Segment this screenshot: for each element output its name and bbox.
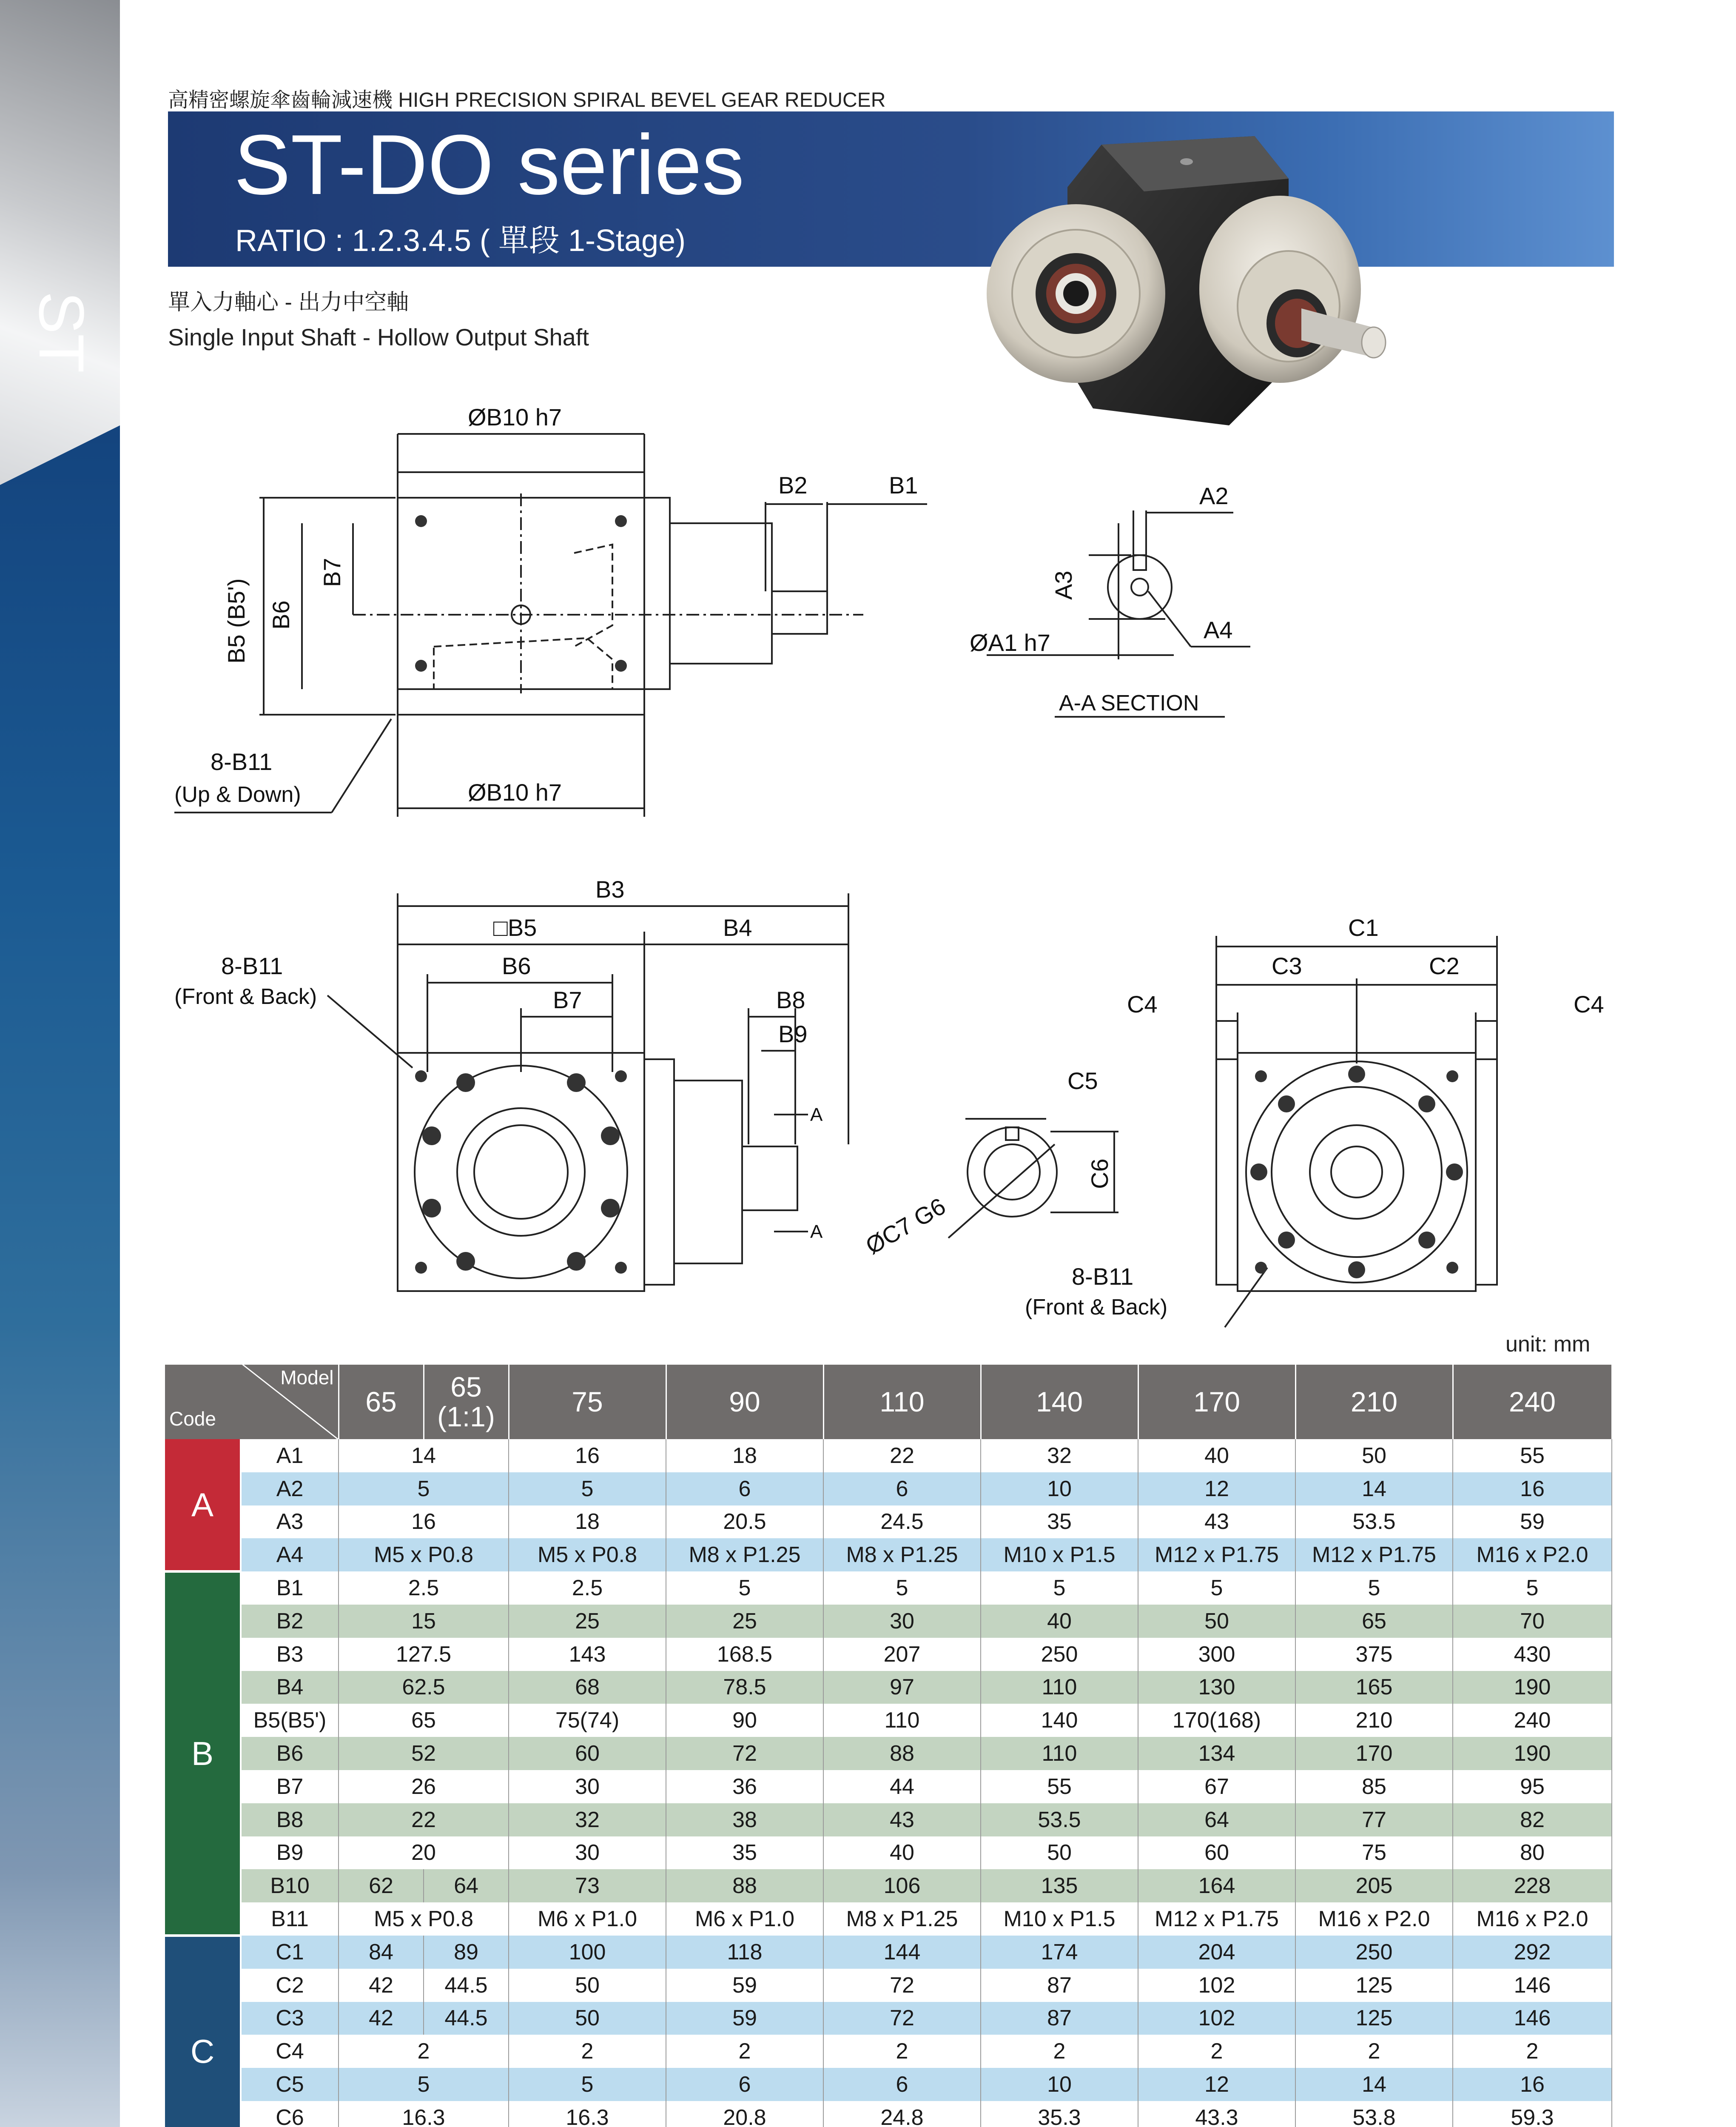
row-code: A1 — [241, 1439, 339, 1472]
table-row — [165, 2101, 1612, 2127]
description-english: Single Input Shaft - Hollow Output Shaft — [168, 324, 589, 351]
cell-value: 6 — [823, 2068, 981, 2101]
cell-value: 127.5 — [339, 1638, 509, 1671]
table-row — [165, 1605, 1612, 1638]
label-b5: B5 (B5') — [223, 578, 250, 664]
label-c4-right: C4 — [1574, 991, 1604, 1018]
cell-value: 18 — [666, 1439, 823, 1472]
cell-value: 50 — [1295, 1439, 1453, 1472]
cell-value: 2 — [1138, 2035, 1295, 2068]
cell-value: 87 — [981, 1969, 1138, 2002]
table-row — [165, 2068, 1612, 2101]
label-b4: B4 — [723, 914, 752, 941]
cell-value: 72 — [823, 1969, 981, 2002]
cell-value: 55 — [981, 1770, 1138, 1803]
cell-value: 5 — [981, 1571, 1138, 1605]
cell-value: 106 — [823, 1869, 981, 1902]
cell-value: 20 — [339, 1836, 509, 1870]
label-c1: C1 — [1348, 914, 1379, 941]
cell-value: 250 — [981, 1638, 1138, 1671]
cell-value: 88 — [823, 1737, 981, 1770]
header-model-65: 65 — [339, 1365, 424, 1439]
cell-value: 25 — [509, 1605, 666, 1638]
cell-value: 67 — [1138, 1770, 1295, 1803]
cell-value: 40 — [1138, 1439, 1295, 1472]
series-title: ST-DO series — [234, 117, 745, 212]
row-code: B10 — [241, 1869, 339, 1902]
cell-value: M16 x P2.0 — [1453, 1902, 1612, 1936]
cell-value: 2 — [981, 2035, 1138, 2068]
cell-value: 2 — [1453, 2035, 1612, 2068]
cell-value: 75(74) — [509, 1704, 666, 1737]
table-row — [165, 1902, 1612, 1936]
table-row — [165, 1869, 1612, 1902]
cell-value: M8 x P1.25 — [823, 1538, 981, 1571]
cell-value: 2 — [823, 2035, 981, 2068]
technical-drawings — [162, 383, 1629, 1340]
cell-value: 135 — [981, 1869, 1138, 1902]
cell-value: M6 x P1.0 — [666, 1902, 823, 1936]
cell-value: 210 — [1295, 1704, 1453, 1737]
row-code: A2 — [241, 1472, 339, 1505]
row-code: B7 — [241, 1770, 339, 1803]
row-code: C3 — [241, 2002, 339, 2035]
cell-value: 30 — [509, 1770, 666, 1803]
label-a2: A2 — [1199, 482, 1229, 509]
header-model-140: 140 — [981, 1365, 1138, 1439]
description-chinese: 單入力軸心 - 出力中空軸 — [168, 290, 409, 315]
cell-value: 300 — [1138, 1638, 1295, 1671]
cell-value: 102 — [1138, 2002, 1295, 2035]
header-model-90: 90 — [666, 1365, 823, 1439]
label-a1: ØA1 h7 — [970, 629, 1050, 656]
cell-value: 6 — [666, 2068, 823, 2101]
group-b-label: B — [165, 1571, 241, 1936]
cell-value: 5 — [509, 2068, 666, 2101]
cell-value: 5 — [1138, 1571, 1295, 1605]
table-row — [165, 1538, 1612, 1571]
label-b10-top: ØB10 h7 — [468, 404, 562, 431]
cell-value: 24.8 — [823, 2101, 981, 2127]
table-row — [165, 1571, 1612, 1605]
row-code: C5 — [241, 2068, 339, 2101]
cell-value: 110 — [981, 1737, 1138, 1770]
cell-value: 165 — [1295, 1671, 1453, 1704]
cell-value: 32 — [509, 1803, 666, 1836]
cell-value: M8 x P1.25 — [666, 1538, 823, 1571]
cell-value: 35.3 — [981, 2101, 1138, 2127]
cell-value: 5 — [509, 1472, 666, 1505]
table-row — [165, 1439, 1612, 1472]
cell-value: 18 — [509, 1505, 666, 1539]
cell-value: 53.5 — [1295, 1505, 1453, 1539]
cell-value: 2.5 — [339, 1571, 509, 1605]
cell-value: 375 — [1295, 1638, 1453, 1671]
row-code: B9 — [241, 1836, 339, 1870]
cell-value: M12 x P1.75 — [1138, 1902, 1295, 1936]
cell-value: 88 — [666, 1869, 823, 1902]
row-code: B5(B5') — [241, 1704, 339, 1737]
label-c6: C6 — [1086, 1158, 1113, 1189]
cell-value: 42 — [339, 2002, 424, 2035]
label-b11-front-note: (Front & Back) — [174, 984, 317, 1009]
table-header-row — [165, 1365, 1612, 1439]
cell-value: M16 x P2.0 — [1295, 1902, 1453, 1936]
label-b3: B3 — [595, 876, 625, 903]
cell-value: 228 — [1453, 1869, 1612, 1902]
cell-value: M5 x P0.8 — [339, 1902, 509, 1936]
cell-value: 35 — [666, 1836, 823, 1870]
row-code: B4 — [241, 1671, 339, 1704]
cell-value: 60 — [1138, 1836, 1295, 1870]
table-row — [165, 1936, 1612, 1969]
cell-value: 32 — [981, 1439, 1138, 1472]
cell-value: 22 — [823, 1439, 981, 1472]
cell-value: 168.5 — [666, 1638, 823, 1671]
cell-value: 70 — [1453, 1605, 1612, 1638]
header-model-75: 75 — [509, 1365, 666, 1439]
table-row — [165, 2002, 1612, 2035]
cell-value: 87 — [981, 2002, 1138, 2035]
cell-value: 72 — [823, 2002, 981, 2035]
label-b6: B6 — [268, 600, 294, 630]
cell-value: 100 — [509, 1936, 666, 1969]
cell-value: 35 — [981, 1505, 1138, 1539]
cell-value: 16 — [1453, 1472, 1612, 1505]
cell-value: 6 — [666, 1472, 823, 1505]
cell-value: 60 — [509, 1737, 666, 1770]
cell-value: 44.5 — [424, 1969, 509, 2002]
cell-value: 118 — [666, 1936, 823, 1969]
cell-value: 38 — [666, 1803, 823, 1836]
cell-value: 125 — [1295, 1969, 1453, 2002]
cell-value: 53.5 — [981, 1803, 1138, 1836]
cell-value: 140 — [981, 1704, 1138, 1737]
cell-value: 55 — [1453, 1439, 1612, 1472]
cell-value: 12 — [1138, 1472, 1295, 1505]
cell-value: 5 — [1295, 1571, 1453, 1605]
label-b9: B9 — [778, 1021, 808, 1047]
cell-value: 164 — [1138, 1869, 1295, 1902]
cell-value: 16.3 — [509, 2101, 666, 2127]
label-section-aa: A-A SECTION — [1059, 691, 1199, 716]
cell-value: 72 — [666, 1737, 823, 1770]
label-b6-front: B6 — [502, 952, 531, 979]
cell-value: 14 — [1295, 1472, 1453, 1505]
cell-value: 36 — [666, 1770, 823, 1803]
table-row — [165, 1770, 1612, 1803]
label-b11-side-note: (Front & Back) — [1025, 1295, 1168, 1320]
cell-value: 12 — [1138, 2068, 1295, 2101]
cell-value: 174 — [981, 1936, 1138, 1969]
label-c7: ØC7 G6 — [861, 1192, 950, 1260]
table-row — [165, 1836, 1612, 1870]
table-row — [165, 1737, 1612, 1770]
label-a3: A3 — [1050, 570, 1077, 600]
group-c-label: C — [165, 1936, 241, 2127]
label-b5-square: □B5 — [493, 914, 537, 941]
cell-value: 44 — [823, 1770, 981, 1803]
cell-value: 84 — [339, 1936, 424, 1969]
label-b8: B8 — [776, 987, 805, 1013]
cell-value: M12 x P1.75 — [1138, 1538, 1295, 1571]
corner-code-label: Code — [169, 1407, 216, 1430]
cell-value: 50 — [509, 2002, 666, 2035]
row-code: B3 — [241, 1638, 339, 1671]
cell-value: 205 — [1295, 1869, 1453, 1902]
cell-value: 2 — [509, 2035, 666, 2068]
header-model-210: 210 — [1295, 1365, 1453, 1439]
cell-value: 146 — [1453, 1969, 1612, 2002]
header-model-170: 170 — [1138, 1365, 1295, 1439]
cell-value: 90 — [666, 1704, 823, 1737]
cell-value: 43 — [823, 1803, 981, 1836]
cell-value: 78.5 — [666, 1671, 823, 1704]
cell-value: M5 x P0.8 — [509, 1538, 666, 1571]
cell-value: 250 — [1295, 1936, 1453, 1969]
cell-value: 26 — [339, 1770, 509, 1803]
cell-value: 24.5 — [823, 1505, 981, 1539]
cell-value: M10 x P1.5 — [981, 1902, 1138, 1936]
row-code: B6 — [241, 1737, 339, 1770]
title-banner — [168, 111, 1614, 267]
cell-value: M16 x P2.0 — [1453, 1538, 1612, 1571]
cell-value: M12 x P1.75 — [1295, 1538, 1453, 1571]
table-row — [165, 1472, 1612, 1505]
table-row — [165, 1969, 1612, 2002]
ratio-text: RATIO : 1.2.3.4.5 ( 單段 1-Stage) — [235, 224, 686, 258]
cell-value: 5 — [339, 2068, 509, 2101]
cell-value: 50 — [1138, 1605, 1295, 1638]
label-c3: C3 — [1272, 952, 1302, 979]
cell-value: 5 — [823, 1571, 981, 1605]
cell-value: 40 — [981, 1605, 1138, 1638]
label-b11-updown-note: (Up & Down) — [174, 782, 301, 807]
cell-value: 134 — [1138, 1737, 1295, 1770]
cell-value: 16 — [339, 1505, 509, 1539]
cell-value: 15 — [339, 1605, 509, 1638]
label-c2: C2 — [1429, 952, 1460, 979]
cell-value: 110 — [981, 1671, 1138, 1704]
cell-value: 16 — [509, 1439, 666, 1472]
row-code: C4 — [241, 2035, 339, 2068]
cell-value: 10 — [981, 1472, 1138, 1505]
row-code: B2 — [241, 1605, 339, 1638]
cell-value: 2 — [666, 2035, 823, 2068]
cell-value: 240 — [1453, 1704, 1612, 1737]
cell-value: 43 — [1138, 1505, 1295, 1539]
label-a4: A4 — [1204, 616, 1233, 643]
row-code: B1 — [241, 1571, 339, 1605]
cell-value: 207 — [823, 1638, 981, 1671]
table-row — [165, 2035, 1612, 2068]
table-row — [165, 1803, 1612, 1836]
cell-value: 130 — [1138, 1671, 1295, 1704]
section-label: ST — [26, 291, 97, 373]
cell-value: 110 — [823, 1704, 981, 1737]
cell-value: 59.3 — [1453, 2101, 1612, 2127]
side-color-bar — [0, 0, 120, 2127]
cell-value: 59 — [666, 1969, 823, 2002]
label-c5: C5 — [1067, 1067, 1098, 1094]
cell-value: 59 — [666, 2002, 823, 2035]
row-code: A3 — [241, 1505, 339, 1539]
cell-value: 2 — [339, 2035, 509, 2068]
unit-label: unit: mm — [1505, 1332, 1591, 1357]
cell-value: 73 — [509, 1869, 666, 1902]
cell-value: 5 — [339, 1472, 509, 1505]
label-b7: B7 — [319, 558, 345, 587]
header-subtitle: 高精密螺旋傘齒輪減速機 HIGH PRECISION SPIRAL BEVEL GEAR REDUCER — [168, 89, 886, 111]
cell-value: 77 — [1295, 1803, 1453, 1836]
cell-value: 40 — [823, 1836, 981, 1870]
label-section-a-top: A — [810, 1104, 823, 1125]
cell-value: 430 — [1453, 1638, 1612, 1671]
cell-value: M6 x P1.0 — [509, 1902, 666, 1936]
cell-value: 65 — [1295, 1605, 1453, 1638]
cell-value: 42 — [339, 1969, 424, 2002]
cell-value: 14 — [1295, 2068, 1453, 2101]
row-code: C2 — [241, 1969, 339, 2002]
table-row — [165, 1638, 1612, 1671]
corner-model-label: Model — [280, 1366, 334, 1389]
cell-value: 170(168) — [1138, 1704, 1295, 1737]
cell-value: 5 — [1453, 1571, 1612, 1605]
cell-value: 64 — [424, 1869, 509, 1902]
cell-value: 82 — [1453, 1803, 1612, 1836]
header-model-65-1-1: 65 (1:1) — [424, 1365, 509, 1439]
group-a-label: A — [165, 1439, 241, 1571]
cell-value: 53.8 — [1295, 2101, 1453, 2127]
cell-value: 292 — [1453, 1936, 1612, 1969]
row-code: B11 — [241, 1902, 339, 1936]
cell-value: 20.8 — [666, 2101, 823, 2127]
cell-value: 97 — [823, 1671, 981, 1704]
cell-value: 85 — [1295, 1770, 1453, 1803]
model-code-corner — [165, 1365, 339, 1439]
cell-value: 68 — [509, 1671, 666, 1704]
cell-value: M5 x P0.8 — [339, 1538, 509, 1571]
label-b2: B2 — [778, 472, 808, 499]
cell-value: 125 — [1295, 2002, 1453, 2035]
label-c4-left: C4 — [1127, 991, 1158, 1018]
header-model-240: 240 — [1453, 1365, 1612, 1439]
cell-value: 64 — [1138, 1803, 1295, 1836]
cell-value: 62 — [339, 1869, 424, 1902]
cell-value: 25 — [666, 1605, 823, 1638]
table-row — [165, 1505, 1612, 1539]
cell-value: 143 — [509, 1638, 666, 1671]
row-code: C1 — [241, 1936, 339, 1969]
cell-value: 65 — [339, 1704, 509, 1737]
section-tab — [0, 0, 120, 485]
cell-value: 22 — [339, 1803, 509, 1836]
cell-value: 2 — [1295, 2035, 1453, 2068]
cell-value: 2.5 — [509, 1571, 666, 1605]
cell-value: 30 — [509, 1836, 666, 1870]
cell-value: 43.3 — [1138, 2101, 1295, 2127]
table-row — [165, 1704, 1612, 1737]
cell-value: 190 — [1453, 1737, 1612, 1770]
label-b10-bottom: ØB10 h7 — [468, 779, 562, 806]
cell-value: 204 — [1138, 1936, 1295, 1969]
cell-value: 16.3 — [339, 2101, 509, 2127]
cell-value: 144 — [823, 1936, 981, 1969]
cell-value: 170 — [1295, 1737, 1453, 1770]
cell-value: 6 — [823, 1472, 981, 1505]
cell-value: 146 — [1453, 2002, 1612, 2035]
cell-value: 44.5 — [424, 2002, 509, 2035]
cell-value: 75 — [1295, 1836, 1453, 1870]
cell-value: 102 — [1138, 1969, 1295, 2002]
row-code: A4 — [241, 1538, 339, 1571]
cell-value: 20.5 — [666, 1505, 823, 1539]
label-b11-front: 8-B11 — [221, 952, 283, 979]
cell-value: M10 x P1.5 — [981, 1538, 1138, 1571]
label-b7-front: B7 — [553, 987, 582, 1013]
cell-value: 50 — [981, 1836, 1138, 1870]
label-section-a-bottom: A — [810, 1221, 823, 1242]
cell-value: 80 — [1453, 1836, 1612, 1870]
table-row — [165, 1671, 1612, 1704]
label-b11-side: 8-B11 — [1072, 1263, 1134, 1290]
cell-value: 30 — [823, 1605, 981, 1638]
cell-value: 95 — [1453, 1770, 1612, 1803]
cell-value: 52 — [339, 1737, 509, 1770]
dimension-table — [165, 1365, 1613, 2127]
cell-value: 16 — [1453, 2068, 1612, 2101]
cell-value: 59 — [1453, 1505, 1612, 1539]
cell-value: 50 — [509, 1969, 666, 2002]
cell-value: 89 — [424, 1936, 509, 1969]
cell-value: 5 — [666, 1571, 823, 1605]
cell-value: 14 — [339, 1439, 509, 1472]
label-b11-updown: 8-B11 — [211, 748, 273, 775]
row-code: C6 — [241, 2101, 339, 2127]
cell-value: 190 — [1453, 1671, 1612, 1704]
cell-value: 10 — [981, 2068, 1138, 2101]
label-b1: B1 — [889, 472, 918, 499]
row-code: B8 — [241, 1803, 339, 1836]
cell-value: 62.5 — [339, 1671, 509, 1704]
cell-value: M8 x P1.25 — [823, 1902, 981, 1936]
header-model-110: 110 — [823, 1365, 981, 1439]
